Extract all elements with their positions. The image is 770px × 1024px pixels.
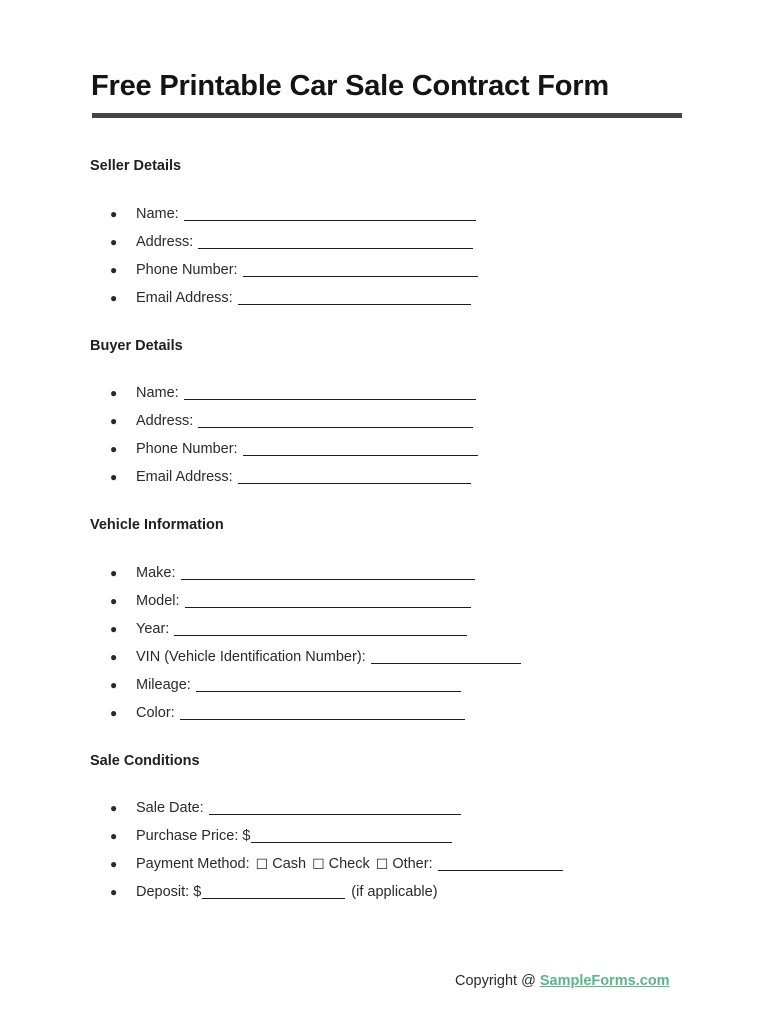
bullet-icon: ●	[110, 885, 118, 899]
buyer-name-line[interactable]	[184, 385, 476, 400]
deposit-note: (if applicable)	[351, 884, 438, 900]
buyer-phone-line[interactable]	[243, 441, 478, 456]
vehicle-year-line[interactable]	[174, 621, 467, 636]
bullet-icon: ●	[110, 470, 118, 484]
vehicle-vin-line[interactable]	[371, 649, 521, 664]
field-label: Sale Date:	[136, 800, 204, 816]
seller-email-line[interactable]	[238, 290, 471, 305]
field-label: Name:	[136, 385, 179, 401]
field-label: Year:	[136, 621, 170, 637]
deposit-line[interactable]	[202, 884, 345, 899]
seller-address-field[interactable]	[110, 232, 473, 252]
other-option-label: Other:	[392, 856, 433, 872]
field-label: Payment Method:	[136, 856, 250, 872]
vehicle-model-field[interactable]	[110, 591, 471, 611]
buyer-address-field[interactable]	[110, 411, 473, 431]
field-label: Email Address:	[136, 290, 233, 306]
field-label: Phone Number:	[136, 441, 238, 457]
page-title: Free Printable Car Sale Contract Form	[91, 70, 609, 102]
bullet-icon: ●	[110, 566, 118, 580]
bullet-icon: ●	[110, 263, 118, 277]
sale-conditions-heading: Sale Conditions	[90, 753, 200, 769]
field-label: Color:	[136, 705, 175, 721]
field-label: Phone Number:	[136, 262, 238, 278]
copyright-text: Copyright @	[455, 973, 536, 989]
vehicle-year-field[interactable]	[110, 619, 467, 639]
vehicle-color-line[interactable]	[180, 705, 465, 720]
cash-checkbox-icon[interactable]: ☐	[255, 856, 269, 872]
payment-method-field[interactable]	[110, 854, 563, 874]
field-label: Email Address:	[136, 469, 233, 485]
bullet-icon: ●	[110, 706, 118, 720]
field-label: Model:	[136, 593, 180, 609]
bullet-icon: ●	[110, 291, 118, 305]
vehicle-mileage-line[interactable]	[196, 677, 461, 692]
check-checkbox-icon[interactable]: ☐	[312, 856, 325, 872]
sale-date-field[interactable]	[110, 798, 461, 818]
bullet-icon: ●	[110, 801, 118, 815]
purchase-price-field[interactable]	[110, 826, 452, 846]
field-label: Name:	[136, 206, 179, 222]
seller-address-line[interactable]	[198, 234, 473, 249]
bullet-icon: ●	[110, 650, 118, 664]
buyer-email-field[interactable]	[110, 467, 471, 487]
bullet-icon: ●	[110, 678, 118, 692]
buyer-phone-field[interactable]	[110, 439, 478, 459]
cash-option-label: Cash	[272, 856, 307, 872]
field-label: Address:	[136, 234, 194, 250]
check-option-label: Check	[328, 856, 370, 872]
deposit-field[interactable]	[110, 882, 438, 902]
sampleforms-link[interactable]: SampleForms.com	[539, 973, 670, 989]
bullet-icon: ●	[110, 235, 118, 249]
seller-phone-line[interactable]	[243, 262, 478, 277]
field-label: Purchase Price: $	[136, 828, 251, 844]
buyer-name-field[interactable]	[110, 383, 476, 403]
seller-details-heading: Seller Details	[90, 158, 182, 174]
vehicle-model-line[interactable]	[185, 593, 471, 608]
bullet-icon: ●	[110, 622, 118, 636]
seller-phone-field[interactable]	[110, 260, 478, 280]
seller-email-field[interactable]	[110, 288, 471, 308]
field-label: Address:	[136, 413, 194, 429]
bullet-icon: ●	[110, 442, 118, 456]
vehicle-color-field[interactable]	[110, 703, 465, 723]
buyer-address-line[interactable]	[198, 413, 473, 428]
purchase-price-line[interactable]	[251, 828, 452, 843]
field-label: Make:	[136, 565, 176, 581]
seller-name-field[interactable]	[110, 204, 476, 224]
title-divider	[92, 113, 682, 118]
bullet-icon: ●	[110, 857, 118, 871]
other-checkbox-icon[interactable]: ☐	[375, 856, 389, 872]
sale-date-line[interactable]	[209, 800, 461, 815]
other-payment-line[interactable]	[438, 856, 563, 871]
bullet-icon: ●	[110, 414, 118, 428]
bullet-icon: ●	[110, 829, 118, 843]
bullet-icon: ●	[110, 386, 118, 400]
field-label: Deposit: $	[136, 884, 202, 900]
seller-name-line[interactable]	[184, 206, 476, 221]
field-label: VIN (Vehicle Identification Number):	[136, 649, 366, 665]
vehicle-make-field[interactable]	[110, 563, 475, 583]
field-label: Mileage:	[136, 677, 191, 693]
buyer-email-line[interactable]	[238, 469, 471, 484]
vehicle-information-heading: Vehicle Information	[90, 517, 224, 533]
bullet-icon: ●	[110, 207, 118, 221]
vehicle-mileage-field[interactable]	[110, 675, 461, 695]
footer-copyright	[455, 973, 670, 989]
vehicle-vin-field[interactable]	[110, 647, 521, 667]
bullet-icon: ●	[110, 594, 118, 608]
buyer-details-heading: Buyer Details	[90, 338, 183, 354]
vehicle-make-line[interactable]	[181, 565, 475, 580]
